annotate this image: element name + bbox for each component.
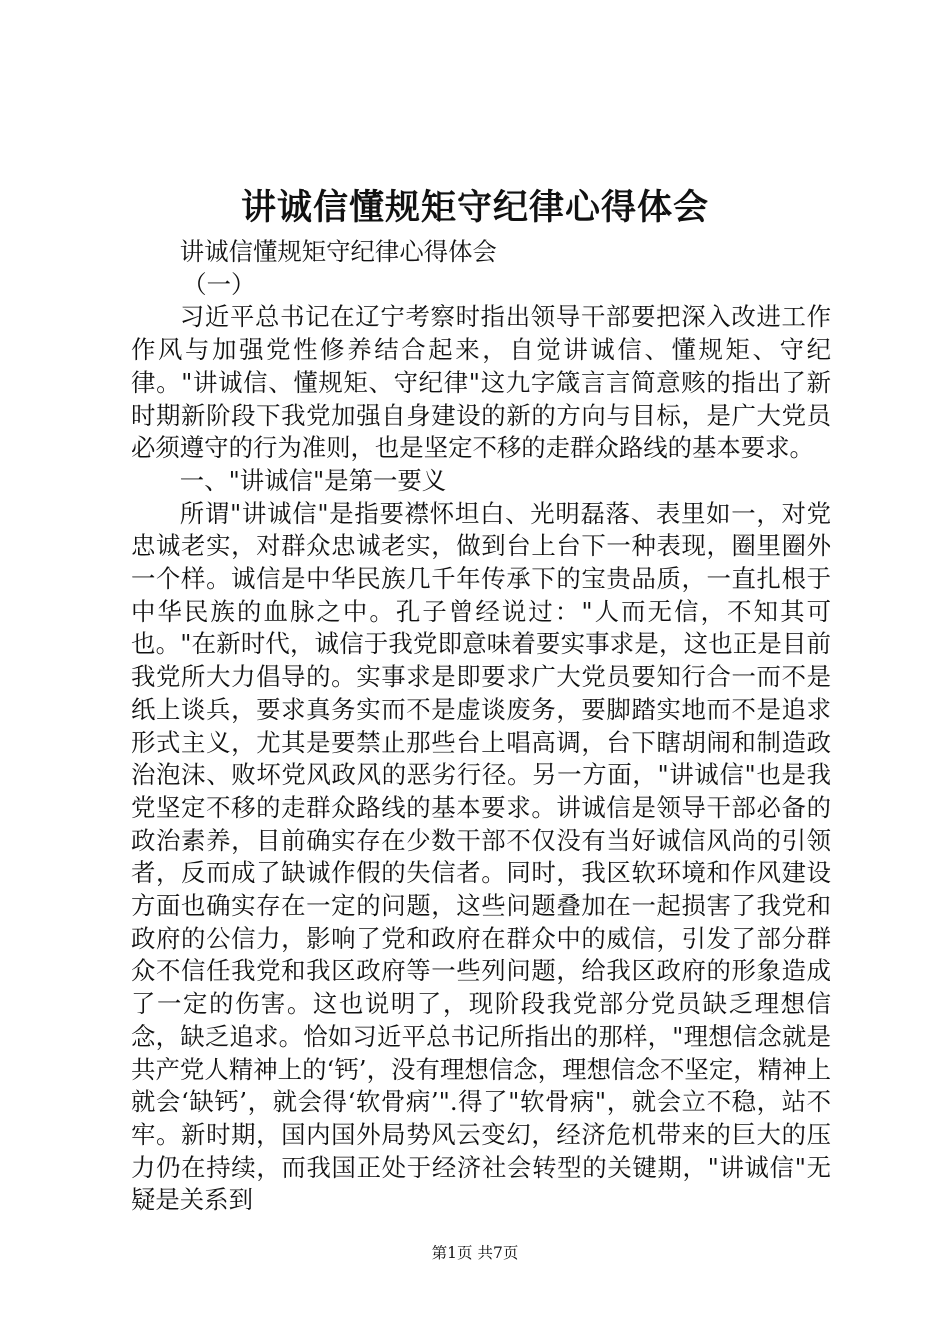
paragraph-integrity: 所谓"讲诚信"是指要襟怀坦白、光明磊落、表里如一，对党忠诚老实，对群众忠诚老实，做到台上台下一种表现，圈里圈外一个样。诚信是中华民族几千年传承下的宝贵品质，一直扎根于中华民族的血脉之中。孔子曾经说过："人而无信，不知其可也。"在新时代，诚信于我党即意味着要实事求是，这也正是目前我党所大力倡导的。实事求是即要求广大党员要知行合一而不是纸上谈兵，要求真务实而不是虚谈废务，要脚踏实地而不是追求形式主义，尤其是要禁止那些台上唱高调，台下瞎胡闹和制造政治泡沫、败坏党风政风的恶劣行径。另一方面，"讲诚信"也是我党坚定不移的走群众路线的基本要求。讲诚信是领导干部必备的政治素养，目前确实存在少数干部不仅没有当好诚信风尚的引领者，反而成了缺诚作假的失信者。同时，我区软环境和作风建设方面也确实存在一定的问题，这些问题叠加在一起损害了我党和政府的公信力，影响了党和政府在群众中的威信，引发了部分群众不信任我党和我区政府等一些列问题，给我区政府的形象造成了一定的伤害。这也说明了，现阶段我党部分党员缺乏理想信念，缺乏追求。恰如习近平总书记所指出的那样，"理想信念就是共产党人精神上的‘钙’，没有理想信念，理想信念不坚定，精神上就会‘缺钙’，就会得‘软骨病’".得了"软骨病"，就会立不稳，站不牢。新时期，国内国外局势风云变幻，经济危机带来的巨大的压力仍在持续，而我国正处于经济社会转型的关键期，"讲诚信"无疑是关系到 [131, 498, 831, 1215]
page-footer: 第1页 共7页 [431, 1244, 519, 1262]
section-heading: 一、"讲诚信"是第一要义 [179, 465, 447, 495]
part-marker: （一） [182, 269, 256, 299]
document-body [131, 236, 831, 1217]
paragraph-intro: 习近平总书记在辽宁考察时指出领导干部要把深入改进工作作风与加强党性修养结合起来，自觉讲诚信、懂规矩、守纪律。"讲诚信、懂规矩、守纪律"这九字箴言言简意赅的指出了新时期新阶段下我党加强自身建设的新的方向与目标，是广大党员必须遵守的行为准则，也是坚定不移的走群众路线的基本要求。 [131, 302, 831, 463]
document-title: 讲诚信懂规矩守纪律心得体会 [240, 187, 709, 228]
document-subtitle: 讲诚信懂规矩守纪律心得体会 [179, 237, 497, 266]
